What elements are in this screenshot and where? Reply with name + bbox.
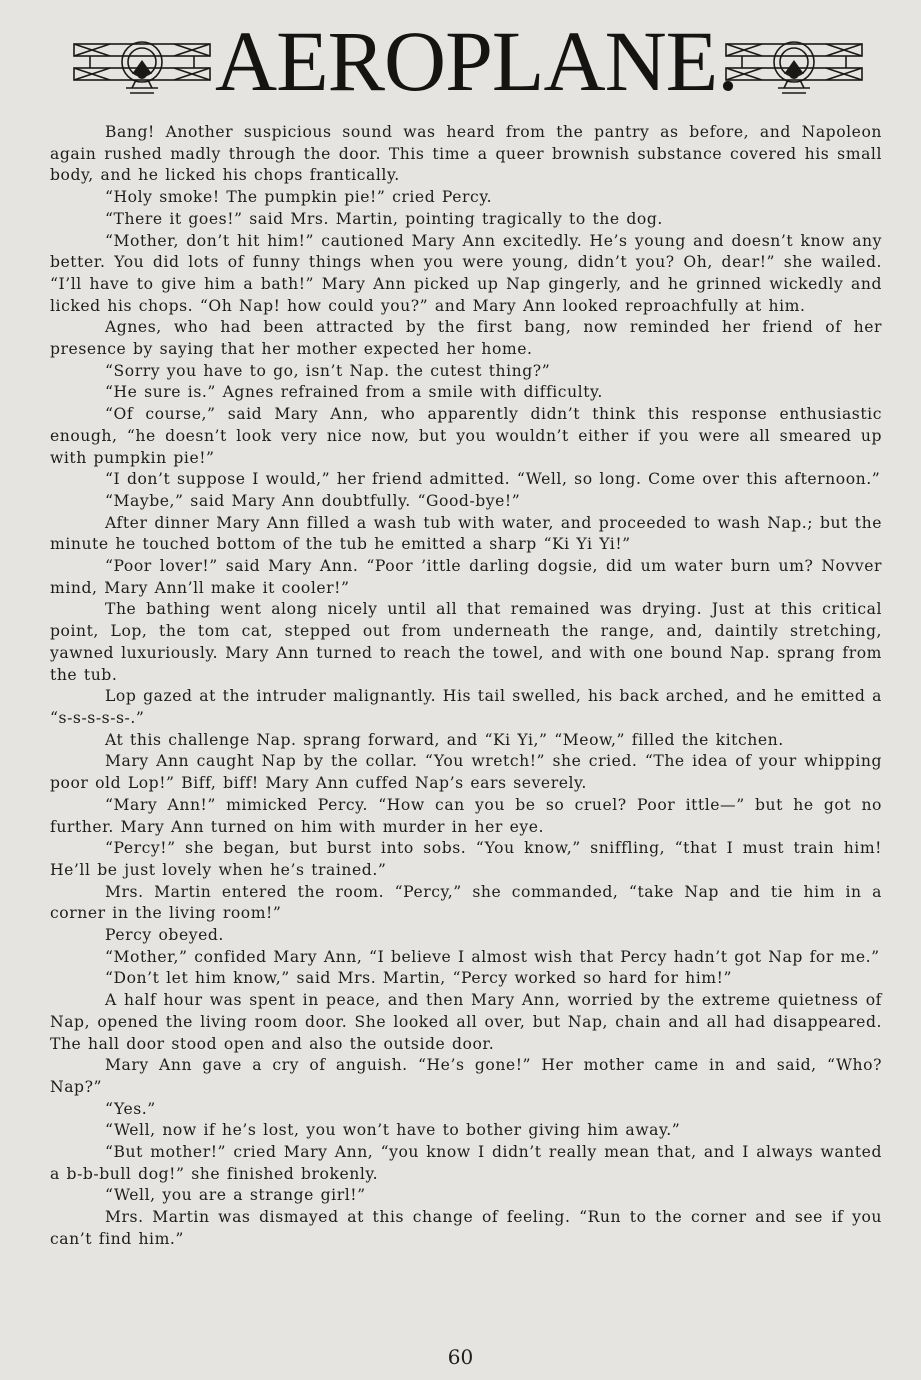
paragraph: Mary Ann caught Nap by the collar. “You wretch!” she cried. “The idea of your whipping poor old Lop!” Biff, biff! Mary Ann cuffed Nap’s ears severely. bbox=[50, 752, 882, 793]
paragraph: “Holy smoke! The pumpkin pie!” cried Percy. bbox=[105, 188, 493, 207]
story-text bbox=[50, 122, 882, 1251]
paragraph: Agnes, who had been attracted by the first bang, now reminded her friend of her presence by saying that her mother expected her home. bbox=[50, 318, 882, 359]
biplane-icon bbox=[66, 30, 218, 98]
paragraph: “Mother,” confided Mary Ann, “I believe I almost wish that Percy hadn’t got Nap for me.” bbox=[105, 947, 880, 966]
paragraph: Percy obeyed. bbox=[105, 926, 224, 945]
paragraph: At this challenge Nap. sprang forward, and “Ki Yi,” “Meow,” filled the kitchen. bbox=[105, 730, 784, 749]
paragraph: “Well, now if he’s lost, you won’t have to bother giving him away.” bbox=[105, 1121, 681, 1140]
paragraph: “I don’t suppose I would,” her friend admitted. “Well, so long. Come over this afternoon.” bbox=[105, 470, 881, 489]
paragraph: “But mother!” cried Mary Ann, “you know I didn’t really mean that, and I always wanted a b-b-bull dog!” she finished brokenly. bbox=[50, 1143, 882, 1183]
paragraph: “Percy!” she began, but burst into sobs. “You know,” sniffling, “that I must train him! He’ll be just lovely when he’s trained.” bbox=[50, 839, 882, 879]
paragraph: Bang! Another suspicious sound was heard from the pantry as before, and Napoleon again rushed madly through the door. This time a queer brownish substance covered his small body, and he licked his chops frantically. bbox=[50, 123, 882, 185]
paragraph: “Poor lover!” said Mary Ann. “Poor ’ittle darling dogsie, did um water burn um? Novver mind, Mary Ann’ll make it cooler!” bbox=[50, 557, 882, 597]
biplane-icon bbox=[718, 30, 870, 98]
paragraph: The bathing went along nicely until all that remained was drying. Just at this critical point, Lop, the tom cat, stepped out from underneath the range, and, daintily stretching, yawned luxuriously. Mary Ann turned to reach the towel, and with one bound Nap. sprang from the tub. bbox=[50, 600, 882, 684]
paragraph: “Mother, don’t hit him!” cautioned Mary Ann excitedly. He’s young and doesn’t know any better. You did lots of funny things when you were young, didn’t you? Oh, dear!” she wailed. “I’ll have to give him a bath!” Mary Ann picked up Nap gingerly, and he grinned wickedly and licked his chops. “Oh Nap! how could you?” and Mary Ann looked reproachfully at him. bbox=[50, 231, 882, 315]
paragraph: “Of course,” said Mary Ann, who apparently didn’t think this response enthusiastic enough, “he doesn’t look very nice now, but you wouldn’t either if you were all smeared up with pumpkin pie!” bbox=[50, 405, 882, 467]
paragraph: Mrs. Martin was dismayed at this change of feeling. “Run to the corner and see if you can’t find him.” bbox=[50, 1208, 882, 1248]
paragraph: “He sure is.” Agnes refrained from a smile with difficulty. bbox=[105, 383, 603, 402]
paragraph: Mrs. Martin entered the room. “Percy,” she commanded, “take Nap and tie him in a corner in the living room!” bbox=[50, 882, 882, 923]
paragraph: “Well, you are a strange girl!” bbox=[105, 1186, 366, 1205]
paragraph: “Maybe,” said Mary Ann doubtfully. “Good-bye!” bbox=[105, 491, 521, 510]
paragraph: A half hour was spent in peace, and then Mary Ann, worried by the extreme quietness of Nap, opened the living room door. She looked all over, but Nap, chain and all had disappeared. The hall door stood open and also the outside door. bbox=[50, 991, 882, 1053]
masthead bbox=[0, 14, 921, 110]
paragraph: “Sorry you have to go, isn’t Nap. the cutest thing?” bbox=[105, 361, 551, 380]
paragraph: “Mary Ann!” mimicked Percy. “How can you be so cruel? Poor ittle—” but he got no further. Mary Ann turned on him with murder in her eye. bbox=[50, 795, 882, 836]
paragraph: After dinner Mary Ann filled a wash tub with water, and proceeded to wash Nap.; but the minute he touched bottom of the tub he emitted a sharp “Ki Yi Yi!” bbox=[50, 513, 882, 554]
paragraph: Mary Ann gave a cry of anguish. “He’s gone!” Her mother came in and said, “Who? Nap?” bbox=[50, 1056, 882, 1096]
paragraph: “Yes.” bbox=[105, 1099, 156, 1118]
paragraph: Lop gazed at the intruder malignantly. His tail swelled, his back arched, and he emitted a “s-s-s-s-s-.” bbox=[50, 687, 882, 727]
masthead-title: AEROPLANE. bbox=[215, 13, 738, 109]
paragraph: “Don’t let him know,” said Mrs. Martin, “Percy worked so hard for him!” bbox=[105, 969, 732, 988]
paragraph: “There it goes!” said Mrs. Martin, pointing tragically to the dog. bbox=[105, 209, 663, 228]
page-number: 60 bbox=[447, 1345, 474, 1369]
